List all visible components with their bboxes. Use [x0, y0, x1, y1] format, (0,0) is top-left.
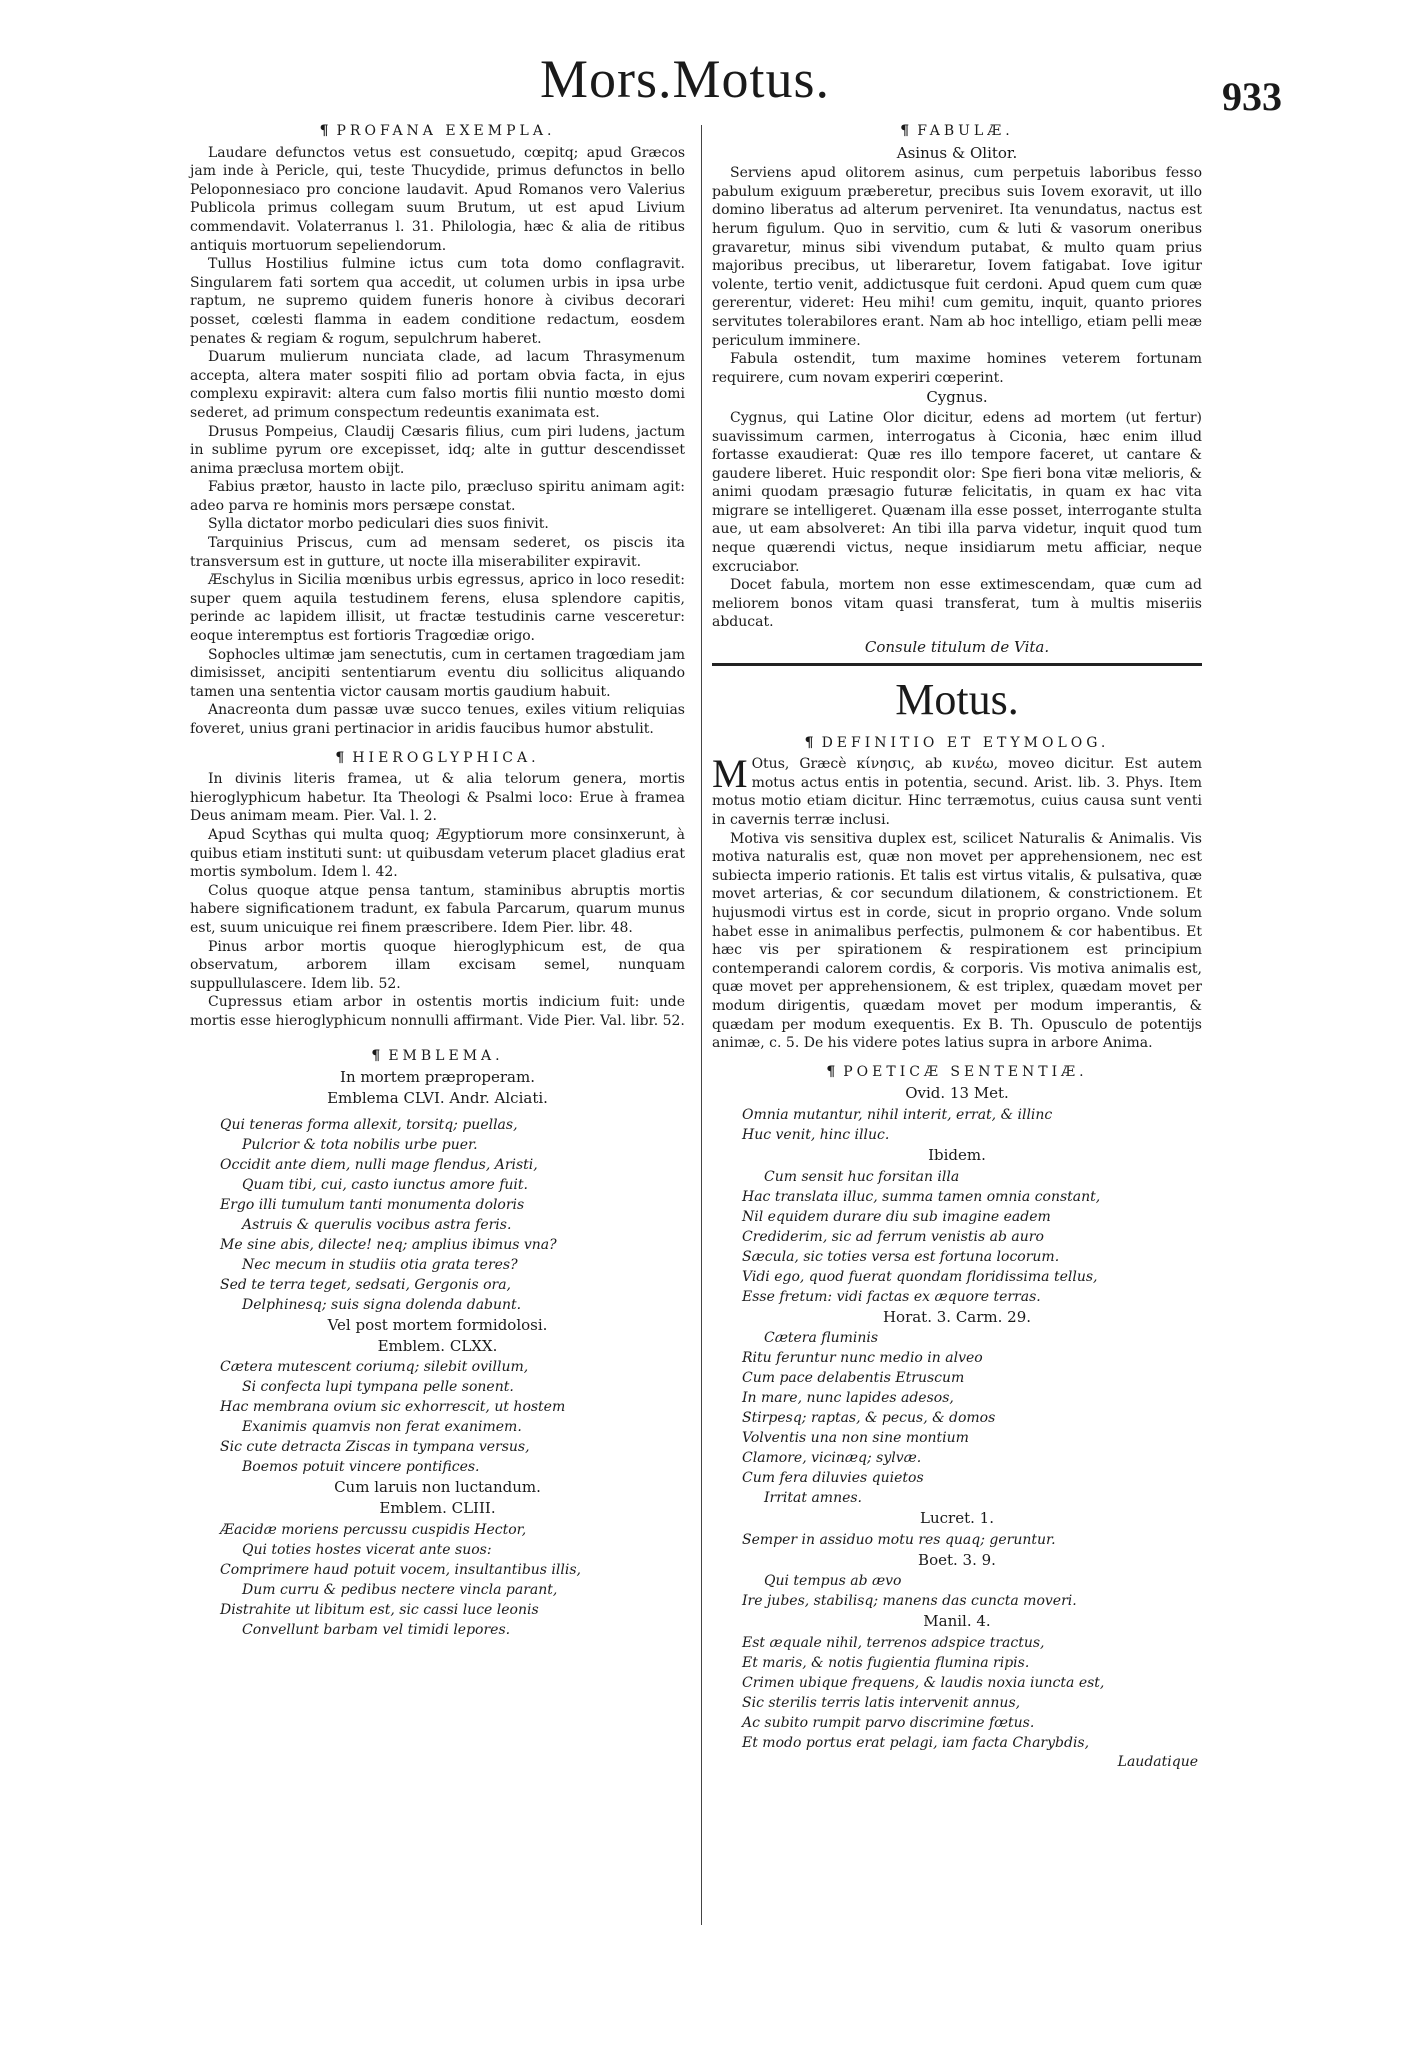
paragraph: Colus quoque atque pensa tantum, staminibus abruptis mortis habere significationem tradunt, ex fabula Parcarum, quarum munus est, suum unicuique rei finem præscribere. Idem Pier. libr. 48.	[190, 882, 685, 936]
verse-line: Cum sensit huc forsitan illa	[764, 1168, 960, 1185]
running-title: Mors.Motus.	[540, 49, 831, 109]
paragraph: Laudare defunctos vetus est consuetudo, cœpitq; apud Græcos jam inde à Pericle, qui, teste Thucydide, primus defunctos in bello Peloponnesiaco pro concione laudavit. Apud Romanos vero Valerius Publicola primus collegam suum Brutum, ut est apud Livium commendavit. Volaterranus l. 31. Philologia, hæc & alia de ritibus antiquis mortuorum sepeliendorum.	[190, 144, 685, 254]
paragraph: Cupressus etiam arbor in ostentis mortis indicium fuit: unde mortis esse hieroglyphicum nonnulli affirmant. Vide Pier. Val. libr. 52.	[190, 994, 685, 1029]
verse-line: Stirpesq; raptas, & pecus, & domos	[742, 1410, 996, 1427]
verse-line: Me sine abis, dilecte! neq; amplius ibimus vna?	[220, 1237, 557, 1254]
section-heading-emblema: ¶ EMBLEMA.	[371, 1047, 504, 1064]
emblem-label: Emblem. CLXX.	[377, 1336, 498, 1355]
source-reference: Manil. 4.	[923, 1612, 991, 1631]
paragraph: Pinus arbor mortis quoque hieroglyphicum est, de qua observatum, arborem illam excisam semel, nunquam suppullulascere. Idem lib. 52.	[190, 938, 685, 992]
verse-line: Esse fretum: vidi factas ex æquore terras.	[742, 1288, 1041, 1305]
verse-block	[190, 1115, 685, 1315]
definition-block	[712, 751, 1202, 829]
paragraph: Fabula ostendit, tum maxime homines veterem fortunam requirere, cum novam experiri cœperint.	[712, 351, 1202, 386]
verse-line: Sed te terra teget, sedsati, Gergonis ora,	[220, 1277, 511, 1294]
verse-line: Est æquale nihil, terrenos adspice tractus,	[742, 1634, 1045, 1651]
cross-reference: Consule titulum de Vita.	[864, 638, 1050, 657]
section-heading-fabulae: ¶ FABULÆ.	[900, 123, 1014, 139]
paragraph: Cygnus, qui Latine Olor dicitur, edens ad mortem (ut fertur) suavissimum carmen, interrogatus à Ciconia, hæc enim illud fortasse exaudierat: Quæ res illo tempore faceret, ut cantare & gaudere liberet. Huic respondit olor: Spe fieri bona vitæ melioris, & animi quodam præsagio futuræ felicitatis, in quam ex hac vita migrare se intelligeret. Quænam illa esse posset, interrogante stulta aue, ut eam absolveret: An tibi illa parva videtur, inquit quod tum neque quærendi victus, neque insidiarum metu afficiar, neque excruciabor.	[712, 409, 1202, 575]
paragraph: Drusus Pompeius, Claudij Cæsaris filius, cum piri ludens, jactum in sublime pyrum ore excepisset, idq; alte in guttur descendisset anima præclusa mortem obijt.	[190, 423, 685, 477]
pilcrow-icon: ¶	[900, 123, 910, 139]
catchword: Laudatique	[1117, 1753, 1198, 1770]
drop-cap: M	[712, 751, 748, 797]
source-reference: Ovid. 13 Met.	[905, 1084, 1009, 1103]
entry-title-motus: Motus.	[895, 674, 1019, 724]
pilcrow-icon: ¶	[335, 749, 345, 766]
verse-block	[712, 1105, 1202, 1145]
emblem-label: Emblema CLVI. Andr. Alciati.	[327, 1088, 548, 1107]
verse-line: Et maris, & notis fugientia flumina ripis.	[742, 1654, 1030, 1671]
verse-line: Qui teneras forma allexit, torsitq; puellas,	[220, 1117, 518, 1134]
paragraph: Sophocles ultimæ jam senectutis, cum in certamen tragœdiam jam dimisisset, ancipiti sententiarum eventu diu sollicitus aliquando tamen una sententia victor causam mortis gaudium habuit.	[190, 646, 685, 700]
verse-line: Clamore, vicinæq; sylvæ.	[742, 1450, 922, 1467]
verse-line: Vidi ego, quod fuerat quondam floridissima tellus,	[742, 1268, 1098, 1285]
section-heading-poeticae: ¶ POETICÆ SENTENTIÆ.	[826, 1063, 1088, 1080]
verse-line: Et modo portus erat pelagi, iam facta Charybdis,	[742, 1734, 1090, 1751]
verse-line: Nil equidem durare diu sub imagine eadem	[742, 1208, 1051, 1225]
verse-line: Ire jubes, stabilisq; manens das cuncta moveri.	[742, 1593, 1077, 1610]
left-column	[190, 118, 685, 1640]
verse-line: Nec mecum in studiis otia grata teres?	[242, 1257, 518, 1274]
verse-line: Huc venit, hinc illuc.	[742, 1126, 890, 1143]
pilcrow-icon: ¶	[319, 123, 329, 139]
page-header	[0, 48, 1417, 118]
section-rule	[712, 663, 1202, 666]
verse-line: Cum pace delabentis Etruscum	[742, 1370, 965, 1387]
right-column	[712, 118, 1202, 1771]
emblem-subtitle: Vel post mortem formidolosi.	[327, 1316, 548, 1335]
paragraph: Duarum mulierum nunciata clade, ad lacum Thrasymenum accepta, altera mater sospiti filio ad portam obvia facta, in ejus complexu expiravit: altera cum falso mortis filii nuntio mœsto domi sederet, ad primum conspectum redeuntis exanimata est.	[190, 349, 685, 421]
verse-block	[712, 1530, 1202, 1550]
pilcrow-icon: ¶	[826, 1063, 836, 1080]
paragraph: Anacreonta dum passæ uvæ succo tenues, exiles vitium reliquias foveret, unius grani pertinacior in aridis faucibus humor abstulit.	[190, 702, 685, 737]
section-heading-profana: ¶ PROFANA EXEMPLA.	[319, 123, 556, 139]
verse-line: Pulcrior & tota nobilis urbe puer.	[242, 1137, 478, 1154]
paragraph: Sylla dictator morbo pediculari dies suos finivit.	[208, 516, 549, 533]
paragraph: Apud Scythas qui multa quoq; Ægyptiorum more consinxerunt, à quibus etiam instituti sunt: ut quibusdam veterum placet gladius erat mortis symbolum. Idem l. 42.	[190, 826, 685, 881]
verse-line: Volventis una non sine montium	[742, 1430, 969, 1447]
verse-line: Crimen ubique frequens, & laudis noxia iuncta est,	[742, 1674, 1105, 1691]
verse-block	[712, 1328, 1202, 1508]
verse-line: Qui tempus ab ævo	[764, 1573, 902, 1590]
verse-line: Irritat amnes.	[764, 1490, 862, 1507]
verse-line: Quam tibi, cui, casto iunctus amore fuit.	[242, 1177, 528, 1194]
verse-line: Omnia mutantur, nihil interit, errat, & illinc	[742, 1106, 1053, 1123]
verse-line: Qui toties hostes vicerat ante suos:	[242, 1541, 492, 1558]
verse-line: Ergo illi tumulum tanti monumenta doloris	[220, 1197, 525, 1214]
verse-line: Sic cute detracta Ziscas in tympana versus,	[220, 1439, 530, 1456]
verse-line: Cum fera diluvies quietos	[742, 1470, 924, 1487]
verse-line: Æacidæ moriens percussu cuspidis Hector,	[220, 1521, 527, 1538]
verse-line: Crediderim, sic ad ferrum venistis ab auro	[742, 1228, 1044, 1245]
pilcrow-icon: ¶	[371, 1047, 381, 1064]
fable-title: Cygnus.	[926, 388, 988, 407]
verse-line: Sic sterilis terris latis intervenit annus,	[742, 1694, 1021, 1711]
verse-line: Ac subito rumpit parvo discrimine fœtus.	[742, 1714, 1035, 1731]
verse-line: Semper in assiduo motu res quaq; geruntur.	[742, 1531, 1056, 1548]
verse-block	[190, 1520, 685, 1640]
verse-line: Cætera mutescent coriumq; silebit ovillum,	[220, 1359, 529, 1376]
verse-line: Sæcula, sic toties versa est fortuna locorum.	[742, 1248, 1060, 1265]
verse-line: Distrahite ut libitum est, sic cassi luce leonis	[220, 1601, 539, 1618]
verse-line: Ritu feruntur nunc medio in alveo	[742, 1350, 983, 1367]
paragraph: Serviens apud olitorem asinus, cum perpetuis laboribus fesso pabulum exiguum præberetur, precibus suis Iovem exoravit, ut illo domino liberatus ad alterum perveniret. Ita venundatus, nactus est herum figulum. Quo in servitio, cum & luti & vasorum oneribus gravaretur, minus sibi vivendum putabat, & multo quam prius majoribus precibus, ut liberaretur, Iovem fatigabat. Iove igitur volente, tertio venit, addictusque fuit cerdoni. Apud quem cum quæ gererentur, videret: Heu mihi! cum gemitu, inquit, quanto priores servitutes tolerabilores erant. Nam ab hoc intelligo, etiam pelli meæ periculum imminere.	[712, 165, 1202, 349]
paragraph: In divinis literis framea, ut & alia telorum genera, mortis hieroglyphicum habetur. Ita Theologi & Psalmi loco: Erue à framea Deus animam meam. Pier. Val. l. 2.	[190, 771, 685, 825]
verse-line: Convellunt barbam vel timidi lepores.	[242, 1621, 511, 1638]
section-heading-hieroglyphica: ¶ HIEROGLYPHICA.	[335, 749, 540, 766]
section-heading-definitio: ¶ DEFINITIO ET ETYMOLOG.	[804, 734, 1110, 751]
source-reference: Horat. 3. Carm. 29.	[882, 1307, 1032, 1326]
source-reference: Ibidem.	[928, 1145, 986, 1164]
verse-line: Occidit ante diem, nulli mage flendus, Aristi,	[220, 1157, 538, 1174]
verse-block	[712, 1633, 1202, 1753]
verse-line: Astruis & querulis vocibus astra feris.	[242, 1217, 512, 1234]
emblem-label: Emblem. CLIII.	[379, 1499, 496, 1518]
page-number: 933	[1222, 74, 1282, 119]
paragraph: Otus, Græcè κίνησις, ab κινέω, moveo dicitur. Est autem motus actus entis in potentia, secund. Arist. lib. 3. Phys. Item motus motio etiam dicitur. Hinc terræmotus, cuius causa sunt venti in cavernis terræ inclusi.	[712, 756, 1202, 828]
fable-title: Asinus & Olitor.	[896, 143, 1018, 162]
verse-line: In mare, nunc lapides adesos,	[742, 1390, 954, 1407]
pilcrow-icon: ¶	[804, 734, 814, 751]
verse-line: Comprimere haud potuit vocem, insultantibus illis,	[220, 1561, 581, 1578]
column-divider	[701, 125, 702, 1925]
source-reference: Lucret. 1.	[920, 1509, 994, 1528]
verse-line: Delphinesq; suis signa dolenda dabunt.	[242, 1297, 522, 1314]
paragraph: Motiva vis sensitiva duplex est, scilicet Naturalis & Animalis. Vis motiva naturalis est, quæ non movet per apprehensionem, nec est subiecta imperio rationis. Et talis est virtus vitalis, & pulsativa, quæ movet arterias, & cor secundum dilationem, & constrictionem. Et hujusmodi virtus est in corde, sicut in proprio organo. Vnde solum habet esse in animalibus perfectis, pulmonem & cor habentibus. Et hæc vis per spirationem & respirationem est principium contemperandi calorem cordis, & corporis. Vis motiva animalis est, quæ movet per apprehensionem, & est triplex, quædam movet per modum dirigentis, quædam movet per modum imperantis, & quædam per modum exequentis. Ex B. Th. Opusculo de potentijs animæ, c. 5. De his videre potes latius supra in arbore Anima.	[712, 830, 1202, 1052]
source-reference: Boet. 3. 9.	[918, 1550, 996, 1569]
verse-line: Boemos potuit vincere pontifices.	[242, 1459, 480, 1476]
paragraph: Æschylus in Sicilia mœnibus urbis egressus, aprico in loco resedit: super quem aquila testudinem ferens, elusa splendore capitis, perinde ac lapidem illisit, ut fractæ testudinis carne vesceretur: eoque interemptus est fortioris Tragœdiæ origo.	[190, 572, 685, 645]
verse-block	[712, 1571, 1202, 1611]
verse-line: Hac translata illuc, summa tamen omnia constant,	[742, 1188, 1101, 1205]
paragraph: Tarquinius Priscus, cum ad mensam sederet, os piscis ita transversum est in gutture, ut nocte illa miserabiliter expiravit.	[190, 535, 685, 570]
verse-block	[190, 1357, 685, 1477]
verse-line: Exanimis quamvis non ferat exanimem.	[242, 1419, 522, 1436]
verse-block	[712, 1167, 1202, 1307]
paragraph: Docet fabula, mortem non esse extimescendam, quæ cum ad meliorem bonos vitam quasi transferat, tum à multis miseriis abducat.	[712, 577, 1202, 631]
verse-line: Dum curru & pedibus nectere vincla parant,	[242, 1581, 558, 1598]
emblem-subtitle: In mortem præproperam.	[340, 1068, 535, 1087]
verse-line: Si confecta lupi tympana pelle sonent.	[242, 1379, 514, 1396]
verse-line: Hac membrana ovium sic exhorrescit, ut hostem	[220, 1399, 566, 1416]
emblem-subtitle: Cum laruis non luctandum.	[334, 1478, 541, 1497]
paragraph: Tullus Hostilius fulmine ictus cum tota domo conflagravit. Singularem fati sortem qua accedit, ut columen urbis in ipsa urbe raptum, ne supremo quidem funeris honore à civibus decorari posset, cœlesti flamma in eadem conditione redactum, eosdem penates & regiam & rogum, sepulchrum haberet.	[190, 256, 685, 347]
paragraph: Fabius prætor, hausto in lacte pilo, præcluso spiritu animam agit: adeo parva re hominis mors persæpe constat.	[190, 479, 685, 514]
verse-line: Cætera fluminis	[764, 1330, 879, 1347]
